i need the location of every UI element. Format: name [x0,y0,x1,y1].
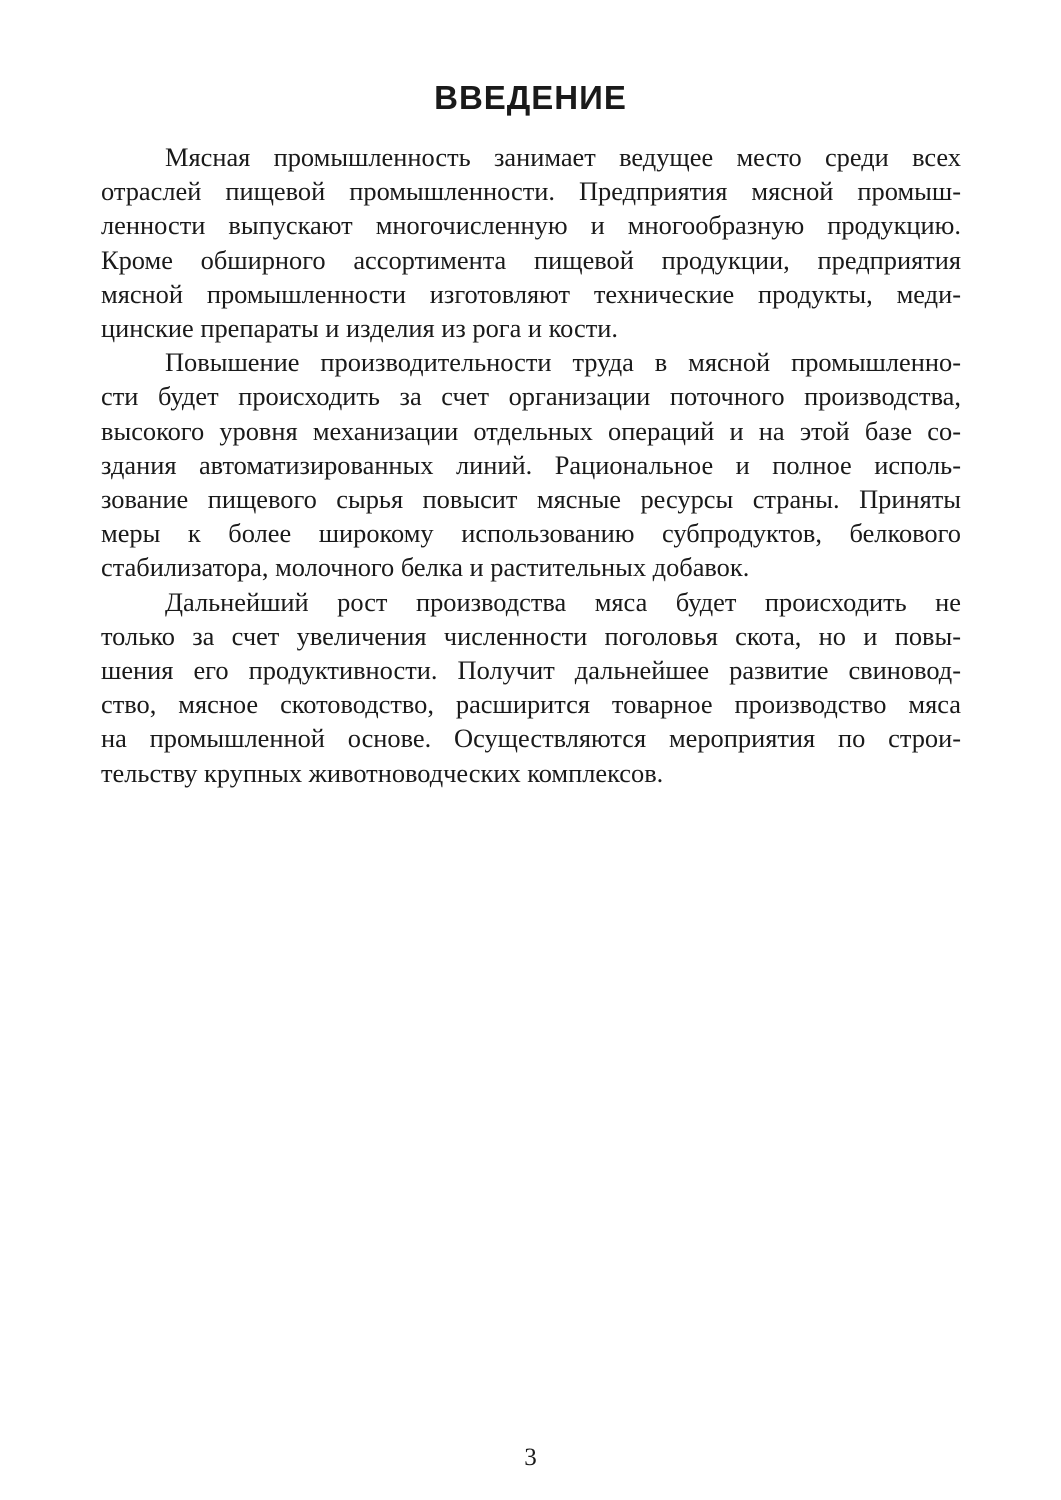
text-line: зование пищевого сырья повысит мясные ресурсы страны. Приняты [101,484,961,515]
text-line: цинские препараты и изделия из рога и кости. [101,313,618,344]
text-line: на промышленной основе. Осуществляются мероприятия по строи- [101,723,961,754]
paragraph-2 [101,345,961,584]
text-line: шения его продуктивности. Получит дальнейшее развитие свиновод- [101,655,961,686]
text-line: тельству крупных животноводческих комплексов. [101,757,664,788]
paragraph-3 [101,585,961,790]
text-line: Повышение производительности труда в мясной промышленно- [165,347,961,378]
paragraph-1 [101,140,961,345]
text-line: меры к более широкому использованию субпродуктов, белкового [101,518,961,549]
page-number: 3 [524,1444,537,1471]
text-line: ство, мясное скотоводство, расширится товарное производство мяса [101,689,961,720]
text-line: отраслей пищевой промышленности. Предприятия мясной промыш- [101,176,961,207]
text-line: Дальнейший рост производства мяса будет происходить не [165,586,961,617]
text-line: ленности выпускают многочисленную и многообразную продукцию. [101,210,961,241]
text-line: высокого уровня механизации отдельных операций и на этой базе со- [101,415,961,446]
body-text [101,140,961,790]
text-line: здания автоматизированных линий. Рациональное и полное исполь- [101,449,961,480]
text-line: Кроме обширного ассортимента пищевой продукции, предприятия [101,244,961,275]
text-line: Мясная промышленность занимает ведущее место среди всех [165,142,961,172]
text-line: только за счет увеличения численности поголовья скота, но и повы- [101,620,961,651]
text-line: сти будет происходить за счет организации поточного производства, [101,381,961,412]
text-line: стабилизатора, молочного белка и растительных добавок. [101,552,750,583]
text-line: мясной промышленности изготовляют технические продукты, меди- [101,278,961,309]
page-title: ВВЕДЕНИЕ [434,79,627,116]
